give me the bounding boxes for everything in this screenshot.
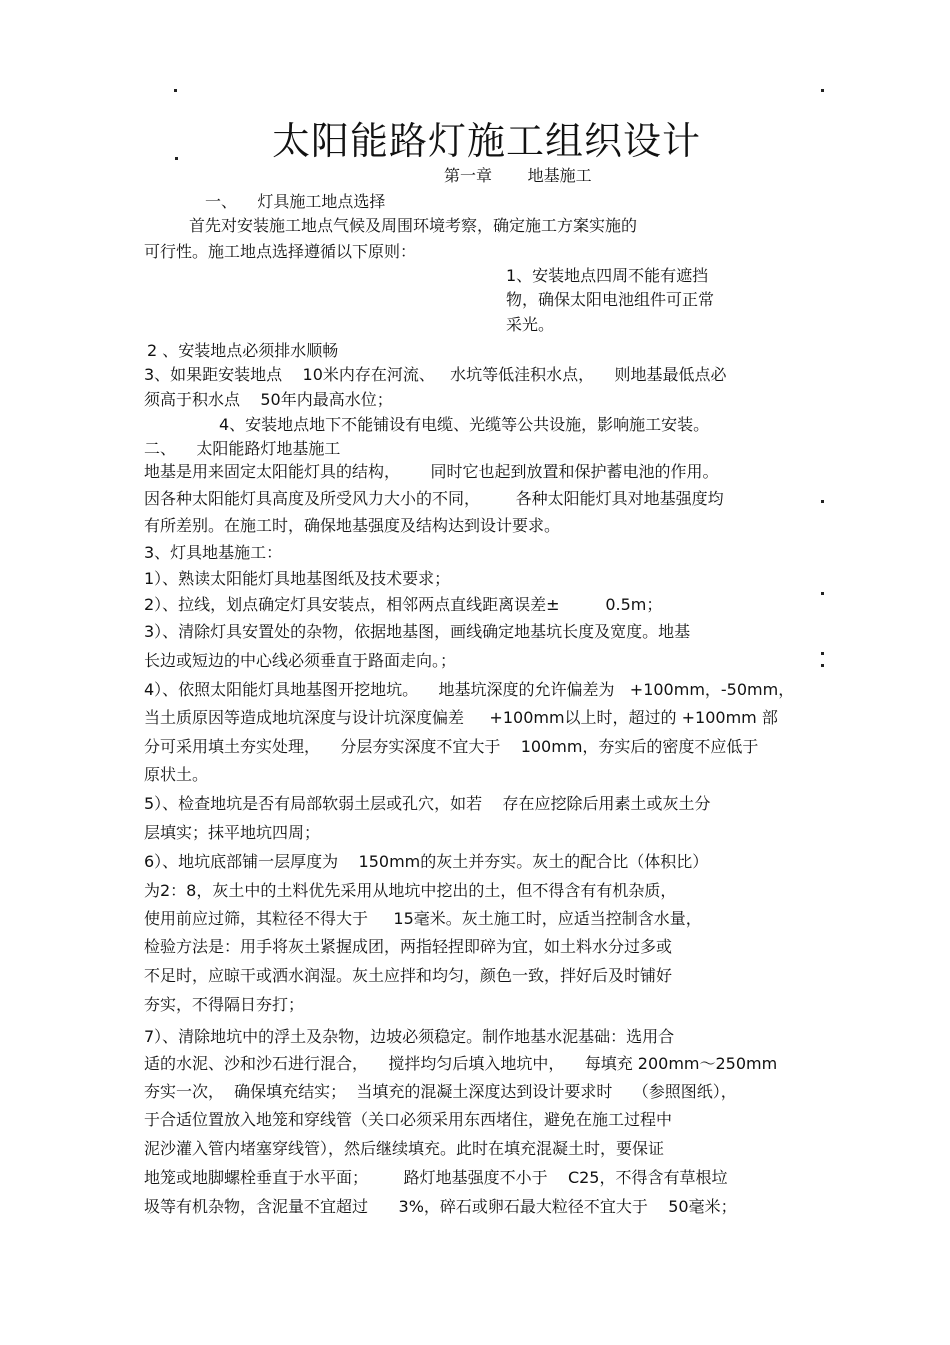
- text-line: 当土质原因等造成地坑深度与设计坑深度偏差 +100mm以上时，超过的 +100mm 部: [144, 708, 778, 727]
- text-line: 2 、安装地点必须排水顺畅: [147, 341, 339, 360]
- text-line: 层填实；抹平地坑四周；: [144, 823, 321, 842]
- text-line: 物，确保太阳电池组件可正常: [506, 290, 715, 309]
- margin-dot: [821, 500, 824, 503]
- text-line: 原状土。: [144, 765, 209, 784]
- margin-dot: [174, 89, 177, 92]
- text-line: 适的水泥、沙和沙石进行混合， 搅拌均匀后填入地坑中， 每填充 200mm～250mm: [144, 1054, 778, 1073]
- text-line: 3、灯具地基施工：: [144, 543, 283, 562]
- margin-dot: [821, 592, 824, 595]
- text-line: 3、如果距安装地点 10米内存在河流、 水坑等低洼积水点， 则地基最低点必: [144, 365, 727, 384]
- text-line: 6）、地坑底部铺一层厚度为 150mm的灰土并夯实。灰土的配合比（体积比）: [144, 852, 709, 871]
- text-line: 5）、检查地坑是否有局部软弱土层或孔穴，如若 存在应挖除后用素土或灰土分: [144, 794, 711, 813]
- section-heading: 一、 灯具施工地点选择: [205, 192, 386, 211]
- text-line: 因各种太阳能灯具高度及所受风力大小的不同， 各种太阳能灯具对地基强度均: [144, 489, 724, 508]
- section-heading: 二、 太阳能路灯地基施工: [144, 439, 341, 458]
- text-line: 可行性。施工地点选择遵循以下原则：: [144, 242, 417, 261]
- text-line: 4、安装地点地下不能铺设有电缆、光缆等公共设施，影响施工安装。: [219, 415, 710, 434]
- text-line: 长边或短边的中心线必须垂直于路面走向。；: [144, 651, 457, 670]
- text-line: 2）、拉线，划点确定灯具安装点，相邻两点直线距离误差± 0.5m；: [144, 595, 663, 614]
- chapter-heading: 第一章 地基施工: [444, 166, 592, 185]
- text-line: 7）、清除地坑中的浮土及杂物，边坡必须稳定。制作地基水泥基础：选用合: [144, 1027, 675, 1046]
- text-line: 4）、依照太阳能灯具地基图开挖地坑。 地基坑深度的允许偏差为 +100mm，-50mm，: [144, 680, 795, 699]
- margin-dot: [821, 89, 824, 92]
- text-line: 1）、熟读太阳能灯具地基图纸及技术要求；: [144, 569, 451, 588]
- text-line: 地基是用来固定太阳能灯具的结构， 同时它也起到放置和保护蓄电池的作用。: [144, 462, 719, 481]
- text-line: 泥沙灌入管内堵塞穿线管），然后继续填充。此时在填充混凝土时，要保证: [144, 1139, 665, 1158]
- text-line: 圾等有机杂物，含泥量不宜超过 3%，碎石或卵石最大粒径不宜大于 50毫米；: [144, 1197, 737, 1216]
- text-line: 于合适位置放入地笼和穿线管（关口必须采用东西堵住，避免在施工过程中: [144, 1110, 673, 1129]
- text-line: 夯实，不得隔日夯打；: [144, 995, 305, 1014]
- text-line: 检验方法是：用手将灰土紧握成团，两指轻捏即碎为宜，如土料水分过多或: [144, 937, 673, 956]
- text-line: 不足时，应晾干或洒水润湿。灰土应拌和均匀，颜色一致，拌好后及时铺好: [144, 966, 673, 985]
- text-line: 为2：8，灰土中的土料优先采用从地坑中挖出的土，但不得含有有机杂质，: [144, 881, 677, 900]
- margin-dot: [175, 157, 178, 160]
- text-line: 采光。: [506, 315, 555, 334]
- text-line: 3）、清除灯具安置处的杂物，依据地基图，画线确定地基坑长度及宽度。地基: [144, 622, 691, 641]
- margin-dot: [821, 664, 824, 667]
- text-line: 须高于积水点 50年内最高水位；: [144, 390, 393, 409]
- text-line: 有所差别。在施工时，确保地基强度及结构达到设计要求。: [144, 516, 561, 535]
- text-line: 分可采用填土夯实处理， 分层夯实深度不宜大于 100mm，夯实后的密度不应低于: [144, 737, 759, 756]
- text-line: 1、安装地点四周不能有遮挡: [506, 266, 709, 285]
- text-line: 首先对安装施工地点气候及周围环境考察，确定施工方案实施的: [189, 216, 638, 235]
- text-line: 地笼或地脚螺栓垂直于水平面； 路灯地基强度不小于 C25，不得含有草根垃: [144, 1168, 728, 1187]
- text-line: 使用前应过筛，其粒径不得大于 15毫米。灰土施工时，应适当控制含水量，: [144, 909, 702, 928]
- margin-dot: [821, 652, 824, 655]
- document-title: 太阳能路灯施工组织设计: [272, 119, 702, 163]
- text-line: 夯实一次， 确保填充结实； 当填充的混凝土深度达到设计要求时 （参照图纸），: [144, 1082, 737, 1101]
